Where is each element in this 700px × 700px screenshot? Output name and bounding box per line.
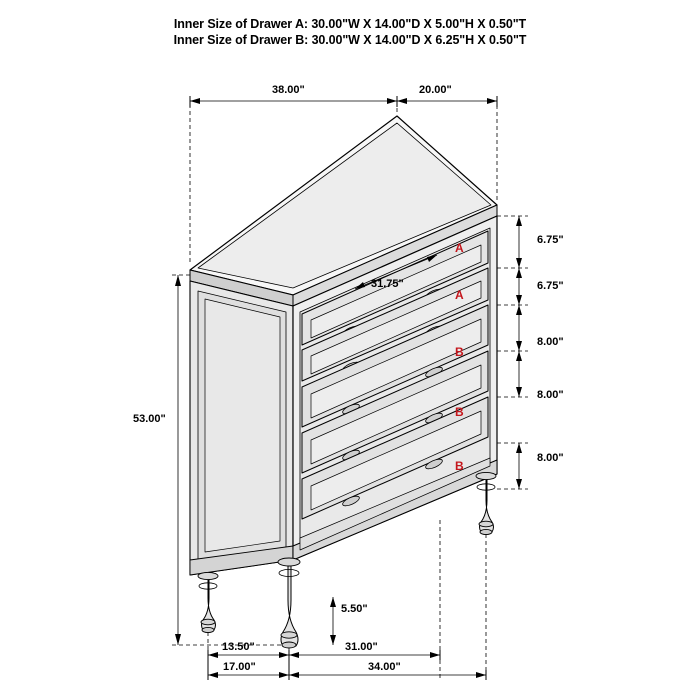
drawer-label-5: B [455, 459, 464, 473]
dimension-drawer-height-1: 6.75" [537, 234, 564, 246]
drawer-b-spec-text: Inner Size of Drawer B: 30.00"W X 14.00"D X 6.25"H X 0.50"T [173, 33, 527, 47]
dimension-overall-height: 53.00" [133, 413, 166, 425]
dimension-base-left: 13.50" [222, 641, 255, 653]
dimension-drawer-height-3: 8.00" [537, 336, 564, 348]
dimension-front-panel-width: 31.75" [371, 278, 404, 290]
dimension-drawer-height-4: 8.00" [537, 389, 564, 401]
dimension-base-depth: 17.00" [223, 661, 256, 673]
drawer-label-4: B [455, 405, 464, 419]
drawer-label-3: B [455, 345, 464, 359]
dimension-drawer-height-2: 6.75" [537, 280, 564, 292]
drawer-label-1: A [455, 241, 464, 255]
drawer-label-2: A [455, 288, 464, 302]
dimension-top-width: 38.00" [272, 84, 305, 96]
dimension-base-front: 31.00" [345, 641, 378, 653]
dimension-base-width: 34.00" [368, 661, 401, 673]
dimension-top-depth: 20.00" [419, 84, 452, 96]
drawer-a-spec-text: Inner Size of Drawer A: 30.00"W X 14.00"D X 5.00"H X 0.50"T [173, 17, 527, 31]
dimension-drawer-height-5: 8.00" [537, 452, 564, 464]
dimension-leg-height: 5.50" [341, 603, 368, 615]
